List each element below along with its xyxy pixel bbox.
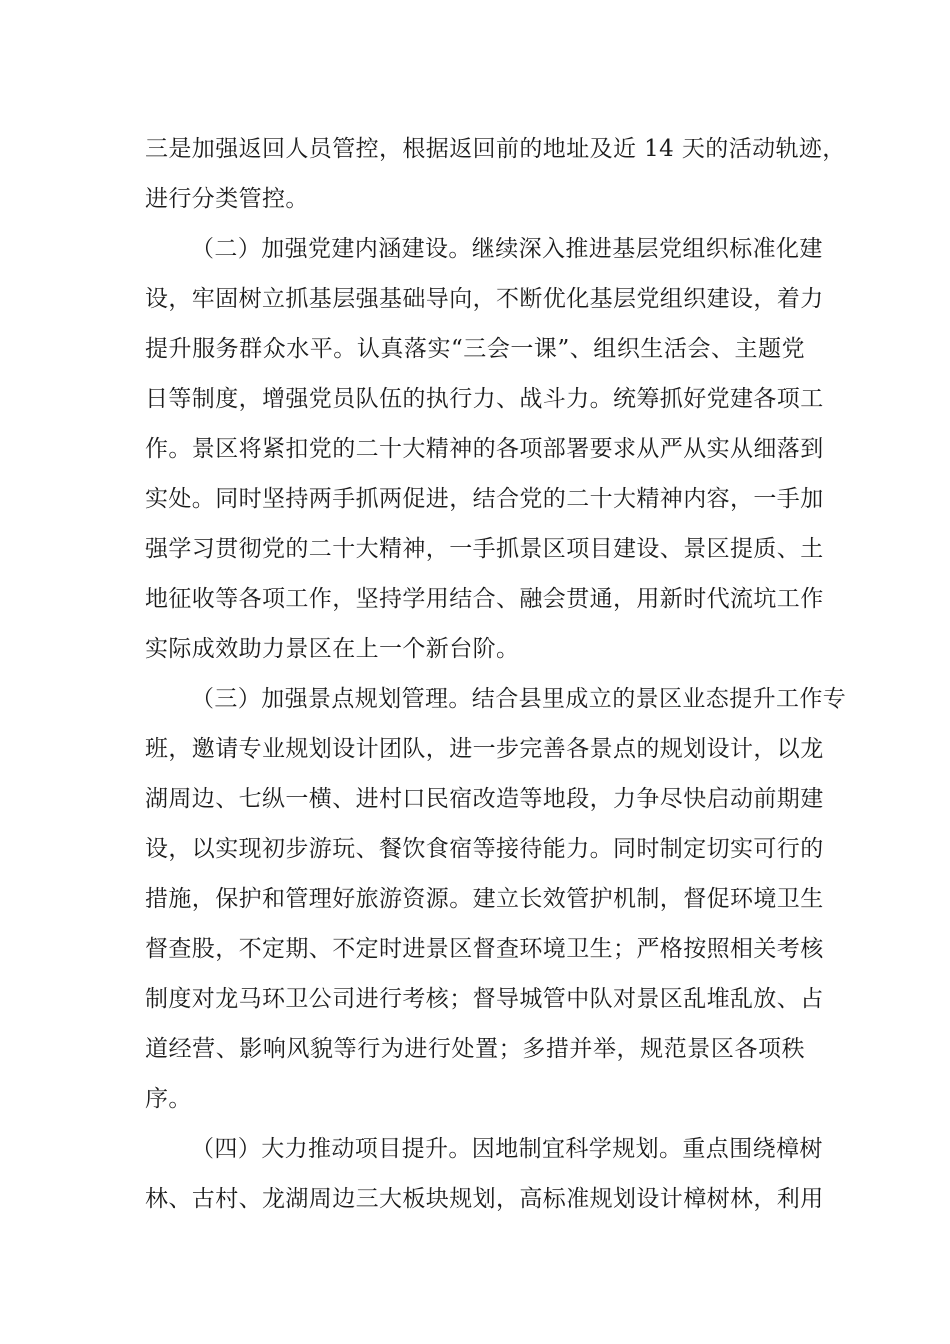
text-line: 地征收等各项工作，坚持学用结合、融会贯通，用新时代流坑工作 xyxy=(145,586,824,612)
text-line: 进行分类管控。 xyxy=(145,186,309,212)
text-line: 湖周边、七纵一横、进村口民宿改造等地段，力争尽快启动前期建 xyxy=(145,786,824,812)
text-line: 道经营、影响风貌等行为进行处置；多措并举，规范景区各项秩 xyxy=(145,1036,805,1062)
text-line: 措施，保护和管理好旅游资源。建立长效管护机制，督促环境卫生 xyxy=(145,886,824,912)
text-line: 林、古村、龙湖周边三大板块规划，高标准规划设计樟树林，利用 xyxy=(145,1186,824,1212)
paragraph-first-line: （二）加强党建内涵建设。继续深入推进基层党组织标准化建 xyxy=(191,236,823,262)
text-line: 三是加强返回人员管控，根据返回前的地址及近 14 天的活动轨迹， xyxy=(145,136,846,162)
text-line: 强学习贯彻党的二十大精神，一手抓景区项目建设、景区提质、土 xyxy=(145,536,824,562)
text-line: 班，邀请专业规划设计团队，进一步完善各景点的规划设计，以龙 xyxy=(145,736,824,762)
text-line: 设，以实现初步游玩、餐饮食宿等接待能力。同时制定切实可行的 xyxy=(145,836,824,862)
text-line: 制度对龙马环卫公司进行考核；督导城管中队对景区乱堆乱放、占 xyxy=(145,986,824,1012)
paragraph-first-line: （四）大力推动项目提升。因地制宜科学规划。重点围绕樟树 xyxy=(191,1136,823,1162)
body-text xyxy=(145,124,847,1224)
text-line: 序。 xyxy=(145,1086,192,1112)
text-line: 设，牢固树立抓基层强基础导向，不断优化基层党组织建设，着力 xyxy=(145,286,824,312)
text-line: 提升服务群众水平。认真落实“三会一课”、组织生活会、主题党 xyxy=(145,336,805,362)
text-line: 实际成效助力景区在上一个新台阶。 xyxy=(145,636,520,662)
text-line: 实处。同时坚持两手抓两促进，结合党的二十大精神内容，一手加 xyxy=(145,486,824,512)
text-line: 日等制度，增强党员队伍的执行力、战斗力。统筹抓好党建各项工 xyxy=(145,386,824,412)
text-line: 督查股，不定期、不定时进景区督查环境卫生；严格按照相关考核 xyxy=(145,936,824,962)
text-line: 作。景区将紧扣党的二十大精神的各项部署要求从严从实从细落到 xyxy=(145,436,824,462)
paragraph-first-line: （三）加强景点规划管理。结合县里成立的景区业态提升工作专 xyxy=(191,686,847,712)
